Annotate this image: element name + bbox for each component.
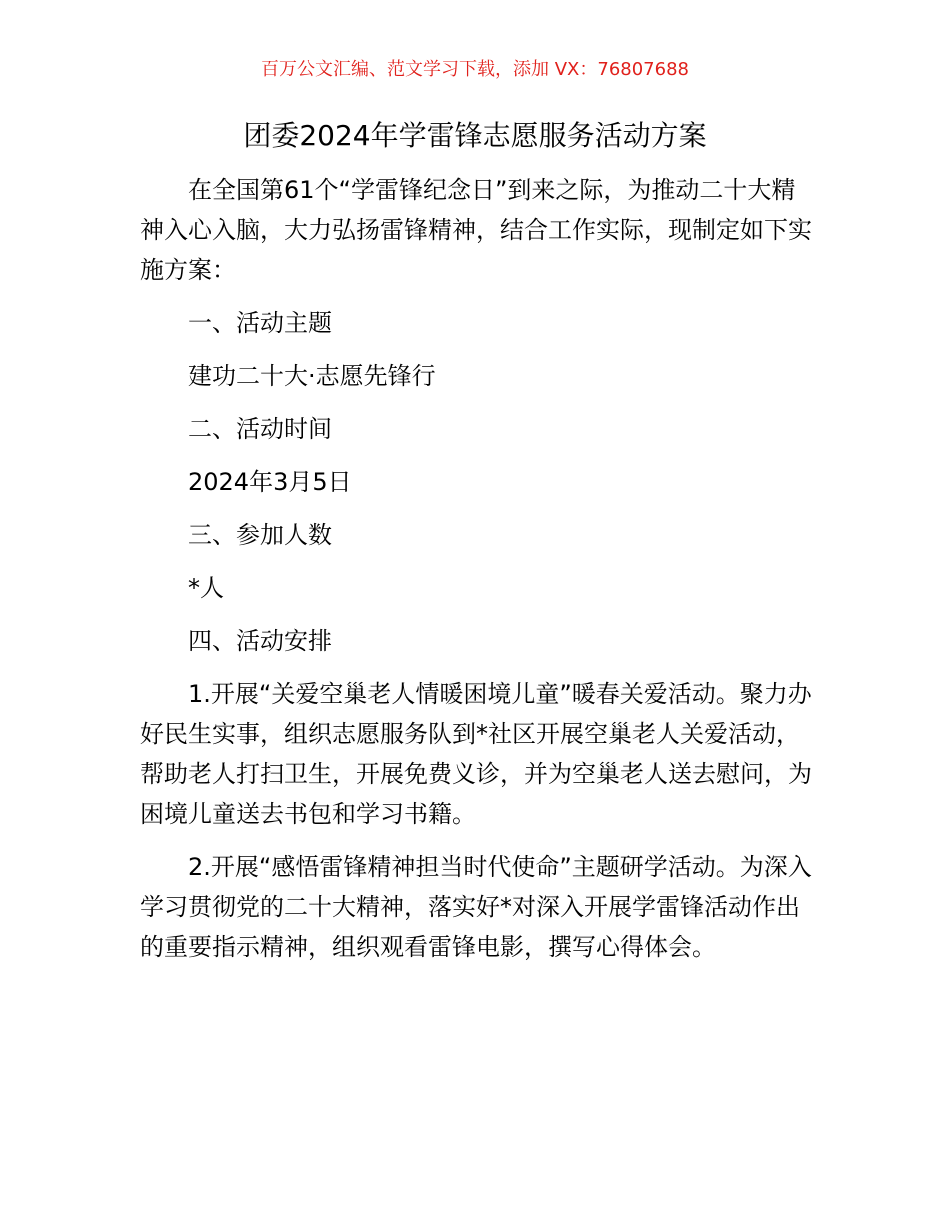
intro-paragraph: 在全国第61个“学雷锋纪念日”到来之际，为推动二十大精神入心入脑，大力弘扬雷锋精神，结合工作实际，现制定如下实施方案： [140, 176, 812, 284]
section-heading-arrangement: 四、活动安排 [188, 627, 332, 655]
section-heading-theme: 一、活动主题 [188, 309, 332, 337]
section-content-participants: *人 [188, 574, 224, 602]
arrangement-item-2: 2.开展“感悟雷锋精神担当时代使命”主题研学活动。为深入学习贯彻党的二十大精神，落实好*对深入开展学雷锋活动作出的重要指示精神，组织观看雷锋电影，撰写心得体会。 [140, 853, 812, 961]
section-content-theme: 建功二十大·志愿先锋行 [188, 362, 436, 390]
document-body [140, 170, 812, 980]
section-heading-participants: 三、参加人数 [188, 521, 332, 549]
section-heading-time: 二、活动时间 [188, 415, 332, 443]
section-content-time: 2024年3月5日 [188, 468, 352, 496]
arrangement-item-1: 1.开展“关爱空巢老人情暖困境儿童”暖春关爱活动。聚力办好民生实事，组织志愿服务队到*社区开展空巢老人关爱活动，帮助老人打扫卫生，开展免费义诊，并为空巢老人送去慰问，为困境儿童送去书包和学习书籍。 [140, 680, 812, 828]
document-title: 团委2024年学雷锋志愿服务活动方案 [243, 119, 707, 152]
watermark-banner: 百万公文汇编、范文学习下载，添加 VX：76807688 [261, 59, 689, 80]
